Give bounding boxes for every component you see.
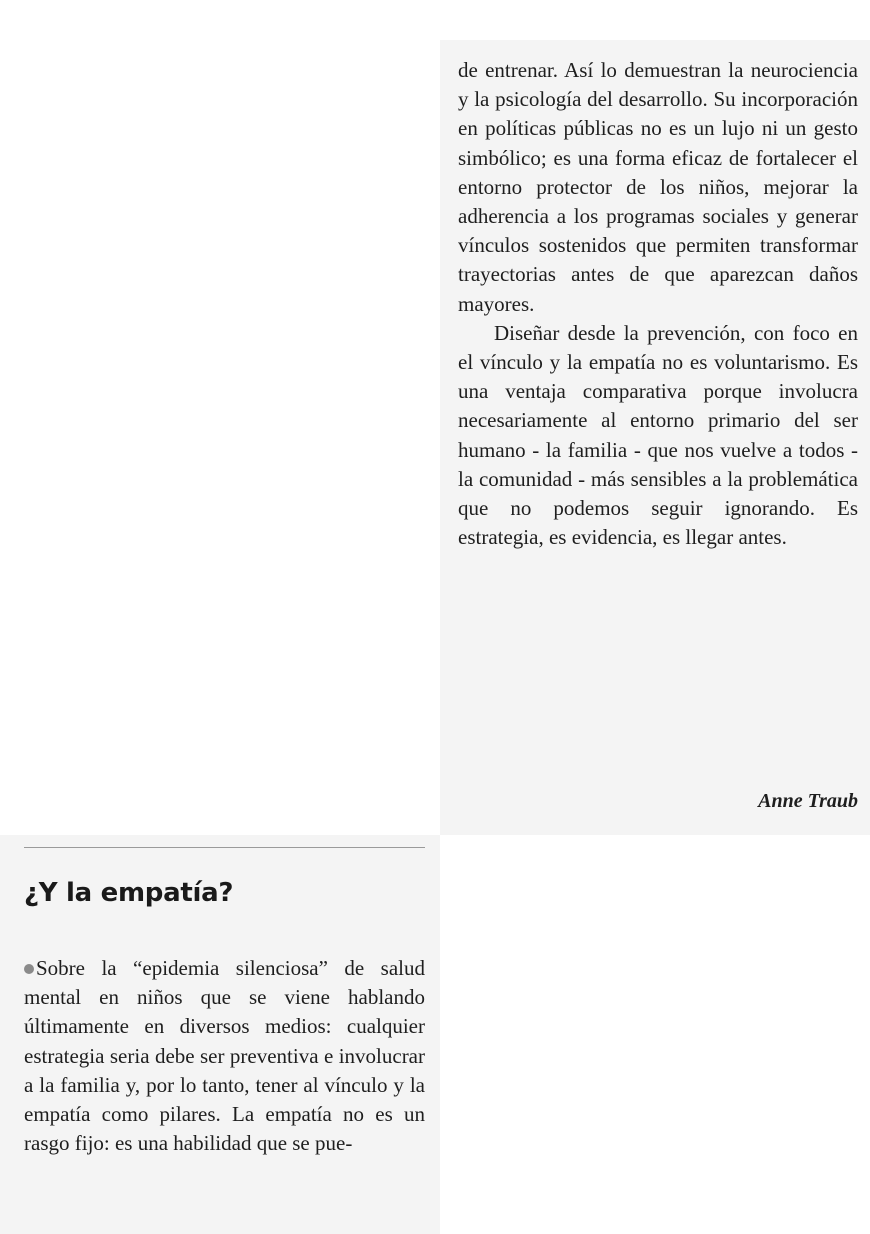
article-paragraph-2: Diseñar desde la prevención, con foco en el vínculo y la empatía no es voluntarismo. Es una ventaja comparativa porque involucra necesariamente al entorno primario del ser humano - la familia - que nos vuelve a todos - la comunidad - más sensibles a la problemática que no podemos seguir ignorando. Es estrategia, es evidencia, es llegar antes.	[458, 320, 858, 550]
article-continuation	[458, 56, 858, 552]
article-paragraph-1: de entrenar. Así lo demuestran la neurociencia y la psicología del desarrollo. Su incorporación en políticas públicas no es un lujo ni un gesto simbólico; es una forma eficaz de fortalecer el entorno protector de los niños, mejorar la adherencia a los programas sociales y generar vínculos sostenidos que permiten transformar trayectorias antes de que aparezcan daños mayores.	[458, 58, 858, 316]
bullet-icon	[24, 964, 34, 974]
letter-text	[24, 954, 425, 1158]
article-author: Anne Traub	[758, 790, 858, 812]
letter-body: Sobre la “epidemia silenciosa” de salud mental en niños que se viene hablando últimamente en diversos medios: cualquier estrategia seria debe ser preventiva e involucrar a la familia y, por lo tanto, tener al vínculo y la empatía como pilares. La empatía no es un rasgo fijo: es una habilidad que se pue-	[24, 956, 425, 1156]
section-divider	[24, 847, 425, 848]
letter-title: ¿Y la empatía?	[24, 878, 234, 908]
